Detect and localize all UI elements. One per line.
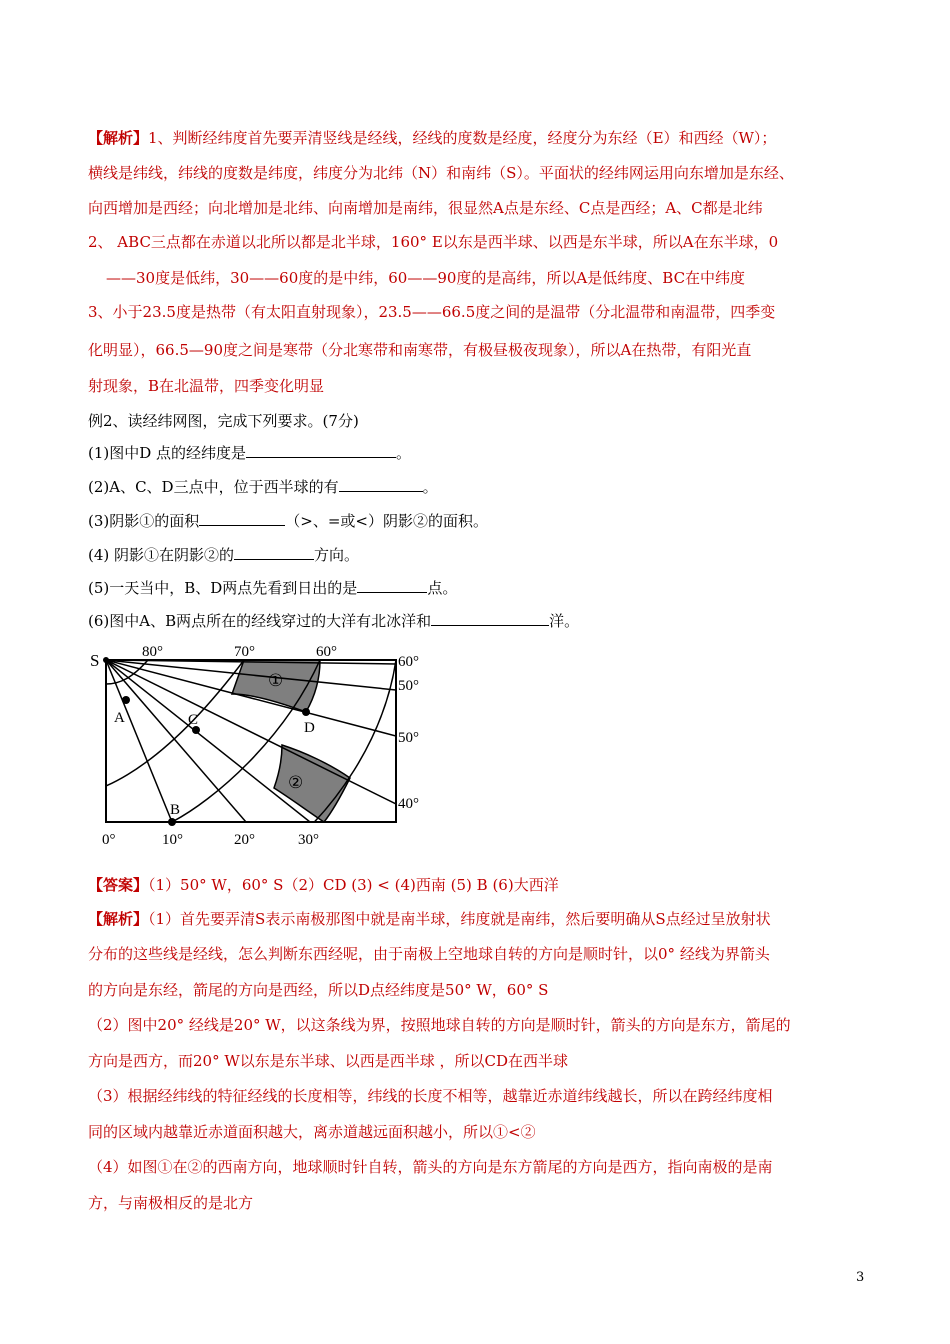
question-3: (3)阴影①的面积 （>、=或<）阴影②的面积。 [88,512,488,530]
point-a-dot [122,696,130,704]
shade-region-2 [274,745,350,822]
analysis1-line-6: 3、小于23.5度是热带（有太阳直射现象），23.5——66.5度之间的是温带（分北温带和南温带，四季变 [88,303,776,321]
answer-blank-4[interactable] [234,545,314,560]
bottom-label-30: 30° [298,832,319,848]
analysis1-line-4: 2、 ABC三点都在赤道以北所以都是北半球，160° E以东是西半球、以西是东半球，所以A在东半球，0 [88,233,779,251]
answer-blank-2[interactable] [339,477,423,492]
shade-1-label: ① [268,671,284,690]
point-c-label: C [188,712,199,728]
analysis2-line-6: （3）根据经纬线的特征经线的长度相等，纬线的长度不相等，越靠近赤道纬线越长，所以在跨经纬度相 [88,1087,773,1105]
page-number: 3 [856,1270,865,1285]
point-d-label: D [304,720,315,736]
point-b-dot [168,818,176,826]
right-label-50a: 50° [398,678,419,694]
shade-2-label: ② [288,773,304,792]
answer-tag: 【答案】 [88,876,149,894]
graticule-map [84,640,434,850]
analysis1-line-8: 射现象，B在北温带，四季变化明显 [88,377,325,395]
analysis2-line-9: 方，与南极相反的是北方 [88,1194,254,1212]
question-6: (6)图中A、B两点所在的经线穿过的大洋有北冰洋和 洋。 [88,612,580,630]
analysis1-line-2: 横线是纬线，纬线的度数是纬度，纬度分为北纬（N）和南纬（S）。平面状的经纬网运用向东增加是东经、 [88,164,794,182]
analysis2-line-5: 方向是西方，而20° W以东是东半球、以西是西半球 ，所以CD在西半球 [88,1052,569,1070]
answer-blank-5[interactable] [357,578,427,593]
top-label-70: 70° [234,644,255,660]
answer-line: 【答案】（1）50° W，60° S（2）CD (3) < (4)西南 (5) B (6)大西洋 [88,876,559,894]
point-a-label: A [114,710,125,726]
analysis2-line-8: （4）如图①在②的西南方向，地球顺时针自转，箭头的方向是东方箭尾的方向是西方，指向南极的是南 [88,1158,773,1176]
bottom-label-0: 0° [102,832,116,848]
pole-dot [103,657,109,663]
analysis2-line-3: 的方向是东经，箭尾的方向是西经，所以D点经纬度是50° W，60° S [88,981,549,999]
top-label-80: 80° [142,644,163,660]
bottom-label-20: 20° [234,832,255,848]
analysis1-line-7: 化明显），66.5—90度之间是寒带（分北寒带和南寒带，有极昼极夜现象），所以A在热带，有阳光直 [88,341,752,359]
question-4: (4) 阴影①在阴影②的 方向。 [88,546,360,564]
analysis1-line-3: 向西增加是西经；向北增加是北纬、向南增加是南纬，很显然A点是东经、C点是西经；A、C都是北纬 [88,199,763,217]
right-label-60: 60° [398,654,419,670]
question-2: (2)A、C、D三点中，位于西半球的有 。 [88,478,438,496]
answer-blank-3[interactable] [199,511,285,526]
analysis2-line-1: 【解析】（1）首先要弄清S表示南极那图中就是南半球，纬度就是南纬，然后要明确从S点经过呈放射状 [88,910,771,928]
top-label-60: 60° [316,644,337,660]
bottom-label-10: 10° [162,832,183,848]
analysis2-line-2: 分布的这些线是经线，怎么判断东西经呢，由于南极上空地球自转的方向是顺时针，以0° 经线为界箭头 [88,945,770,963]
question-1: (1)图中D 点的经纬度是 。 [88,444,412,462]
analysis1-tag: 【解析】 [88,129,149,147]
analysis2-line-4: （2）图中20° 经线是20° W，以这条线为界，按照地球自转的方向是顺时针，箭头的方向是东方，箭尾的 [88,1016,791,1034]
meridian-10 [106,660,172,822]
analysis2-line-7: 同的区域内越靠近赤道面积越大，离赤道越远面积越小，所以①<② [88,1123,536,1141]
question-5: (5)一天当中，B、D两点先看到日出的是 点。 [88,579,458,597]
point-d-dot [302,708,310,716]
answer-blank-1[interactable] [246,443,396,458]
point-b-label: B [170,802,181,818]
right-label-40: 40° [398,796,419,812]
example2-title: 例2、读经纬网图，完成下列要求。(7分) [88,412,359,430]
analysis1-line-1: 【解析】1、判断经纬度首先要弄清竖线是经线，经线的度数是经度，经度分为东经（E）和西经（W）； [88,129,777,147]
answer-blank-6[interactable] [431,611,549,626]
right-label-50b: 50° [398,730,419,746]
analysis2-tag: 【解析】 [88,910,149,928]
pole-label: S [90,651,100,670]
analysis1-line-5: ——30度是低纬，30——60度的是中纬，60——90度的是高纬，所以A是低纬度、BC在中纬度 [106,269,746,287]
